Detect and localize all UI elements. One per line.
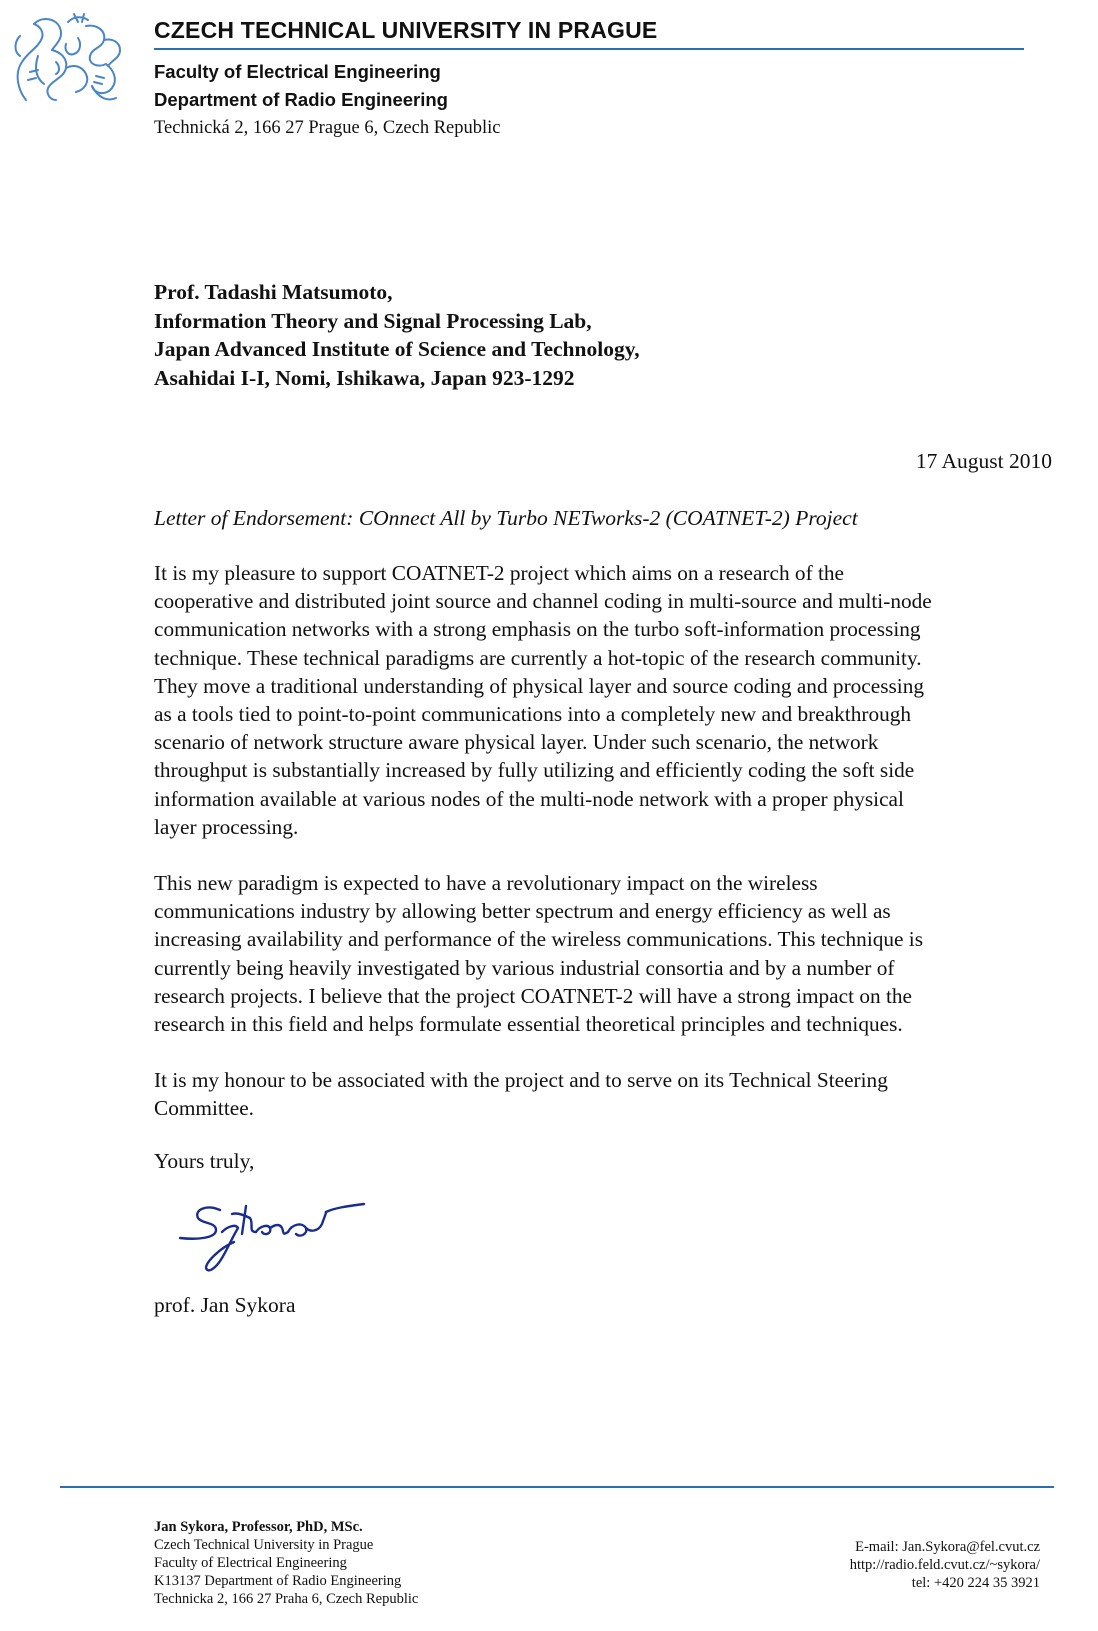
recipient-line: Prof. Tadashi Matsumoto, <box>154 280 393 304</box>
footer-website: http://radio.feld.cvut.cz/~sykora/ <box>849 1557 1040 1573</box>
footer-line: Czech Technical University in Prague <box>154 1537 374 1553</box>
letter-date: 17 August 2010 <box>915 449 1052 473</box>
body-line: layer processing. <box>154 814 299 839</box>
body-line: as a tools tied to point-to-point communications into a completely new and breakthrough <box>154 702 912 727</box>
department-name: Department of Radio Engineering <box>154 89 448 110</box>
body-line: Committee. <box>154 1096 254 1121</box>
body-line: cooperative and distributed joint source and channel coding in multi-source and multi-node <box>154 589 932 614</box>
footer-contact-details <box>850 1538 1040 1592</box>
letter-subject: Letter of Endorsement: COnnect All by Turbo NETworks-2 (COATNET-2) Project <box>154 506 858 530</box>
letter-body <box>154 559 1054 1151</box>
footer-email: E-mail: Jan.Sykora@fel.cvut.cz <box>855 1539 1040 1555</box>
footer-contact-address <box>154 1518 418 1608</box>
body-line: It is my pleasure to support COATNET-2 project which aims on a research of the <box>154 561 845 585</box>
body-line: information available at various nodes of the multi-node network with a proper physical <box>154 786 904 811</box>
body-paragraph-1 <box>154 559 1054 841</box>
body-line: communications industry by allowing better spectrum and energy efficiency as well as <box>154 899 891 924</box>
handwritten-signature-icon <box>176 1188 372 1280</box>
footer-line: Technicka 2, 166 27 Praha 6, Czech Republic <box>154 1591 419 1607</box>
signer-name: prof. Jan Sykora <box>154 1293 296 1317</box>
body-line: increasing availability and performance of the wireless communications. This technique is <box>154 927 924 952</box>
footer-name: Jan Sykora, Professor, PhD, MSc. <box>154 1519 363 1535</box>
body-line: scenario of network structure aware physical layer. Under such scenario, the network <box>154 730 879 755</box>
footer-line: K13137 Department of Radio Engineering <box>154 1573 402 1589</box>
recipient-block <box>154 278 640 392</box>
lion-crest-icon <box>8 12 128 106</box>
body-line: This new paradigm is expected to have a revolutionary impact on the wireless <box>154 871 818 896</box>
university-name: CZECH TECHNICAL UNIVERSITY IN PRAGUE <box>154 16 1024 50</box>
body-paragraph-2 <box>154 869 1054 1038</box>
letterhead <box>154 16 1024 142</box>
body-line: communication networks with a strong emphasis on the turbo soft-information processing <box>154 617 921 642</box>
body-line: throughput is substantially increased by fully utilizing and efficiently coding the soft side <box>154 758 915 783</box>
body-line: technique. These technical paradigms are currently a hot-topic of the research community. <box>154 645 922 670</box>
letterhead-address: Technická 2, 166 27 Prague 6, Czech Republic <box>154 118 501 138</box>
body-line: research in this field and helps formulate essential theoretical principles and techniques. <box>154 1012 903 1037</box>
closing-salutation: Yours truly, <box>154 1149 255 1173</box>
footer-divider <box>60 1486 1054 1488</box>
body-line: They move a traditional understanding of physical layer and source coding and processing <box>154 673 925 698</box>
body-line: research projects. I believe that the project COATNET-2 will have a strong impact on the <box>154 983 912 1008</box>
footer-line: Faculty of Electrical Engineering <box>154 1555 347 1571</box>
footer-phone: tel: +420 224 35 3921 <box>911 1575 1040 1591</box>
faculty-name: Faculty of Electrical Engineering <box>154 61 441 82</box>
recipient-line: Information Theory and Signal Processing Lab, <box>154 308 592 333</box>
recipient-line: Asahidai I-I, Nomi, Ishikawa, Japan 923-1292 <box>154 365 575 390</box>
body-line: currently being heavily investigated by various industrial consortia and by a number of <box>154 955 895 980</box>
body-line: It is my honour to be associated with the project and to serve on its Technical Steering <box>154 1068 888 1093</box>
recipient-line: Japan Advanced Institute of Science and Technology, <box>154 337 640 361</box>
body-paragraph-3 <box>154 1066 1054 1122</box>
